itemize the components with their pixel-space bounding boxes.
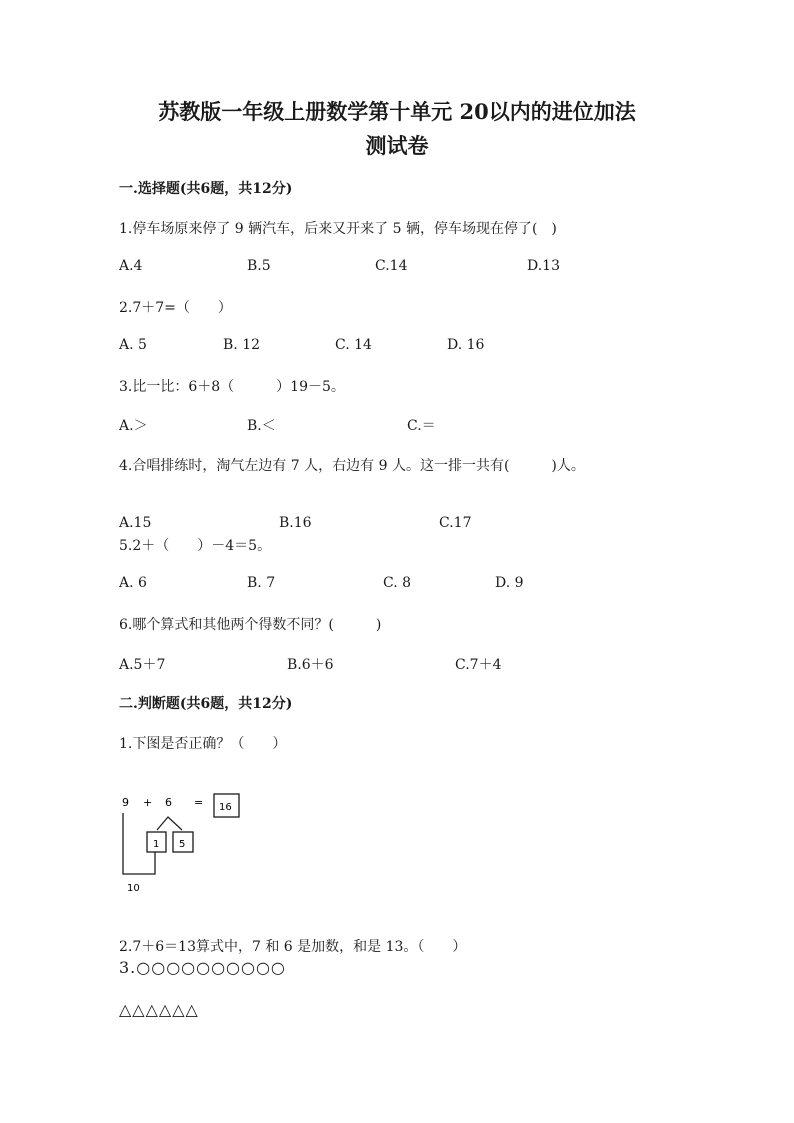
title-line-1: 苏教版一年级上册数学第十单元 20以内的进位加法 xyxy=(158,99,636,124)
q5-option-a[interactable]: A. 6 xyxy=(119,575,147,591)
q6-option-a[interactable]: A.5＋7 xyxy=(119,657,166,673)
title-line-2: 测试卷 xyxy=(365,133,429,158)
diagram-equals-sign: = xyxy=(194,796,204,809)
diagram-ten-label: 10 xyxy=(127,883,140,894)
judge-question-3-circles: 3.○○○○○○○○○○ xyxy=(119,958,286,977)
q6-option-c[interactable]: C.7＋4 xyxy=(455,657,502,673)
q2-option-a[interactable]: A. 5 xyxy=(119,337,147,353)
q2-option-b[interactable]: B. 12 xyxy=(223,337,261,353)
addition-split-diagram xyxy=(110,790,250,900)
q5-option-b[interactable]: B. 7 xyxy=(247,575,276,591)
section-1-heading: 一.选择题(共6题，共12分) xyxy=(119,181,293,197)
q5-option-c[interactable]: C. 8 xyxy=(383,575,412,591)
q5-option-d[interactable]: D. 9 xyxy=(495,575,524,591)
diagram-plus-sign: + xyxy=(143,796,153,809)
q1-option-c[interactable]: C.14 xyxy=(375,258,408,274)
q3-option-b[interactable]: B.＜ xyxy=(247,418,276,434)
diagram-ten-bracket xyxy=(123,813,155,874)
diagram-split-lines xyxy=(157,817,182,830)
diagram-addend-6: 6 xyxy=(165,796,172,809)
diagram-addend-9: 9 xyxy=(122,796,129,809)
diagram-split-1: 1 xyxy=(153,839,160,850)
question-3: 3.比一比：6＋8（ ）19－5。 xyxy=(119,379,345,395)
q1-option-d[interactable]: D.13 xyxy=(527,258,560,274)
question-2: 2.7＋7=（ ） xyxy=(119,300,232,316)
q2-option-c[interactable]: C. 14 xyxy=(335,337,372,353)
diagram-result: 16 xyxy=(219,802,232,813)
judge-question-2: 2.7＋6＝13算式中，7 和 6 是加数，和是 13。（ ） xyxy=(119,939,467,955)
q4-option-a[interactable]: A.15 xyxy=(119,515,152,531)
q4-option-c[interactable]: C.17 xyxy=(439,515,472,531)
question-6: 6.哪个算式和其他两个得数不同？( ) xyxy=(119,617,382,633)
q4-option-b[interactable]: B.16 xyxy=(279,515,312,531)
question-5: 5.2＋（ ）－4＝5。 xyxy=(119,538,272,554)
question-1: 1.停车场原来停了 9 辆汽车，后来又开来了 5 辆，停车场现在停了( ) xyxy=(119,221,557,237)
q6-option-b[interactable]: B.6＋6 xyxy=(287,657,334,673)
q3-option-a[interactable]: A.＞ xyxy=(119,418,148,434)
q2-option-d[interactable]: D. 16 xyxy=(447,337,485,353)
q1-option-b[interactable]: B.5 xyxy=(247,258,271,274)
section-2-heading: 二.判断题(共6题，共12分) xyxy=(119,696,293,712)
q3-option-c[interactable]: C.＝ xyxy=(407,418,436,434)
judge-question-1: 1.下图是否正确？（ ） xyxy=(119,736,287,752)
q1-option-a[interactable]: A.4 xyxy=(119,258,143,274)
question-4: 4.合唱排练时，淘气左边有 7 人，右边有 9 人。这一排一共有( )人。 xyxy=(119,458,585,474)
diagram-split-2: 5 xyxy=(179,839,186,850)
triangles-row: △△△△△△ xyxy=(119,1000,199,1019)
